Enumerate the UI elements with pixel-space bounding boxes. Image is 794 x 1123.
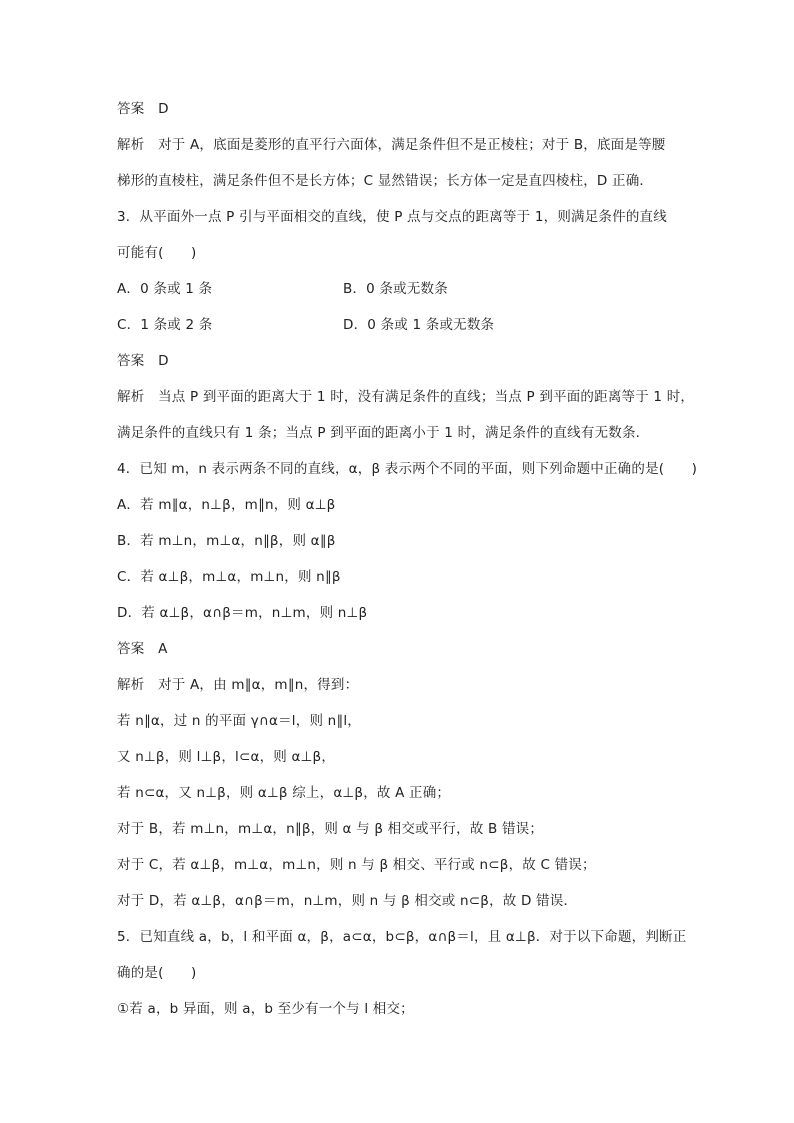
question-3-line: 可能有( ): [117, 245, 197, 261]
analysis-line: 对于 D，若 α⊥β，α∩β＝m，n⊥m，则 n 与 β 相交或 n⊂β，故 D 错误．: [117, 893, 578, 909]
analysis-line: 若 n⊂α，又 n⊥β，则 α⊥β 综上，α⊥β，故 A 正确；: [117, 785, 451, 801]
analysis-line: 对于 B，若 m⊥n，m⊥α，n∥β，则 α 与 β 相交或平行，故 B 错误；: [117, 821, 544, 837]
question-5-line: 确的是( ): [117, 965, 197, 981]
option-d: D．若 α⊥β，α∩β＝m，n⊥m，则 n⊥β: [117, 605, 368, 621]
analysis-line: 解析 对于 A，底面是菱形的直平行六面体，满足条件但不是正棱柱；对于 B，底面是等腰: [117, 137, 666, 153]
analysis-line: 若 n∥α，过 n 的平面 γ∩α＝l，则 n∥l，: [117, 713, 361, 729]
answer-label: 答案 A: [117, 641, 168, 657]
analysis-line: 满足条件的直线只有 1 条；当点 P 到平面的距离小于 1 时，满足条件的直线有无数条．: [117, 425, 650, 441]
statement-1: ①若 a，b 异面，则 a，b 至少有一个与 l 相交；: [117, 1001, 414, 1017]
option-c: C．1 条或 2 条: [117, 317, 213, 333]
analysis-line: 解析 对于 A，由 m∥α，m∥n，得到：: [117, 677, 359, 693]
option-a: A．0 条或 1 条: [117, 281, 213, 297]
analysis-line: 解析 当点 P 到平面的距离大于 1 时，没有满足条件的直线；当点 P 到平面的距离等于 1 时，: [117, 389, 695, 405]
question-4-line: 4．已知 m，n 表示两条不同的直线，α，β 表示两个不同的平面，则下列命题中正确的是( ): [117, 461, 698, 477]
question-3-line: 3．从平面外一点 P 引与平面相交的直线，使 P 点与交点的距离等于 1，则满足条件的直线: [117, 209, 667, 225]
analysis-line: 对于 C，若 α⊥β，m⊥α，m⊥n，则 n 与 β 相交、平行或 n⊂β，故 C 错误；: [117, 857, 596, 873]
option-a: A．若 m∥α，n⊥β，m∥n，则 α⊥β: [117, 497, 336, 513]
answer-label: 答案 D: [117, 101, 169, 117]
option-b: B．若 m⊥n，m⊥α，n∥β，则 α∥β: [117, 533, 336, 549]
option-b: B．0 条或无数条: [343, 281, 448, 297]
answer-label: 答案 D: [117, 353, 169, 369]
option-c: C．若 α⊥β，m⊥α，m⊥n，则 n∥β: [117, 569, 341, 585]
option-d: D．0 条或 1 条或无数条: [343, 317, 495, 333]
analysis-line: 又 n⊥β，则 l⊥β，l⊂α，则 α⊥β，: [117, 749, 336, 765]
analysis-line: 梯形的直棱柱，满足条件但不是长方体；C 显然错误；长方体一定是直四棱柱，D 正确．: [117, 173, 654, 189]
question-5-line: 5．已知直线 a，b，l 和平面 α，β，a⊂α，b⊂β，α∩β＝l，且 α⊥β．对于以下命题，判断正: [117, 929, 687, 945]
